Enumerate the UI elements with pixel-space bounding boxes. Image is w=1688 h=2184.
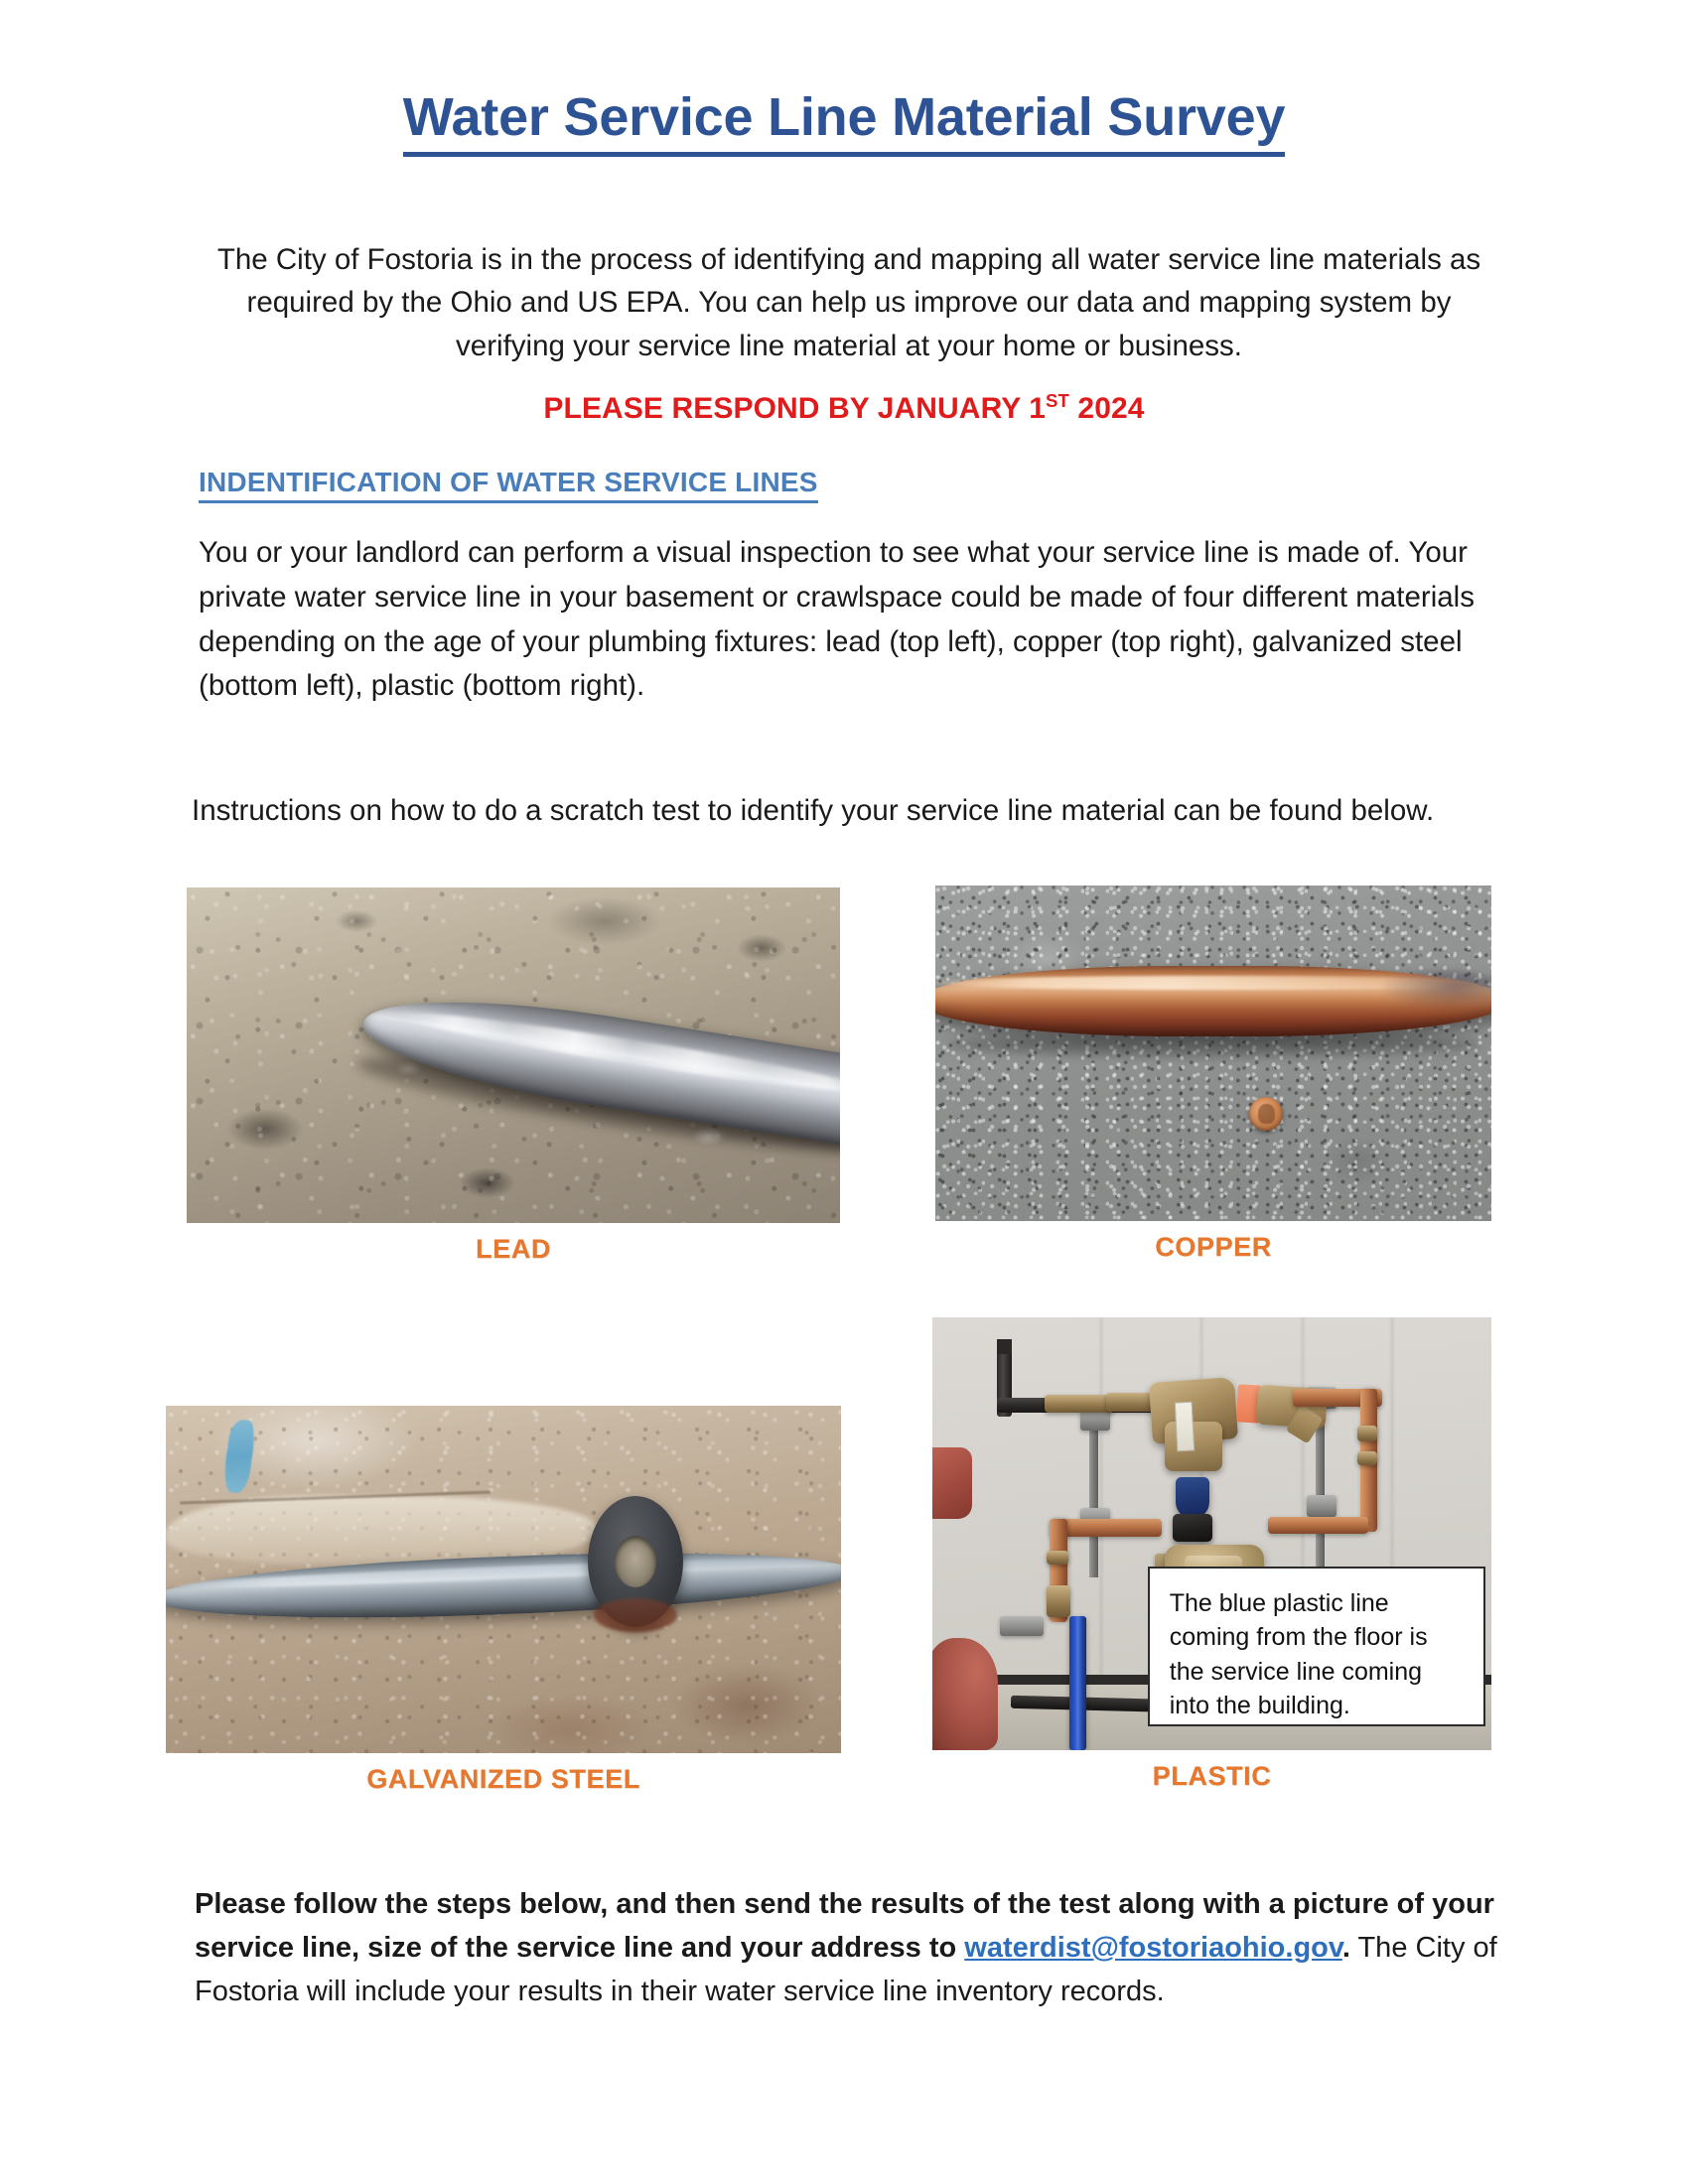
footer-bold-lead: Please follow the steps below, and then send the results of the test along with a picture of your service line, size of the service line and your address to — [195, 1888, 1494, 1965]
photo-galvanized-pipe — [166, 1406, 841, 1753]
photo-copper-pipe — [935, 886, 1491, 1221]
footer-bold-period: . — [1341, 1932, 1350, 1965]
body-paragraph-identification: You or your landlord can perform a visual inspection to see what your service line is made of. Your private water service line in your basement or crawlspace could be made of four different materials depending on the age of your plumbing fixtures: lead (top left), copper (top right), galvanized steel (bottom left), plastic (bottom right). — [199, 536, 1475, 703]
copper-pipe-shadow — [946, 1033, 1480, 1057]
brass-coupling-right — [1357, 1426, 1377, 1441]
figure-copper — [935, 886, 1491, 1263]
brass-coupling-right-lower — [1357, 1451, 1377, 1465]
figure-caption-plastic: PLASTIC — [1152, 1761, 1272, 1791]
figure-caption-lead: LEAD — [476, 1234, 551, 1264]
section-heading-identification — [199, 467, 818, 498]
red-hydrant — [932, 1638, 998, 1750]
figure-galvanized-steel — [166, 1406, 841, 1795]
black-pipe-elbow — [997, 1339, 1012, 1354]
intro-paragraph: The City of Fostoria is in the process of identifying and mapping all water service line materials as required by the Ohio and US EPA. You can help us improve our data and mapping system by verifying your service line material at your home or business. — [216, 243, 1481, 362]
black-valve-body — [1173, 1514, 1212, 1542]
brass-fitting-upper-left — [1045, 1395, 1114, 1413]
wall-streak — [1100, 1317, 1102, 1681]
photo-lead-pipe — [187, 887, 840, 1223]
page-title-text: Water Service Line Material Survey — [403, 87, 1286, 157]
pipe-coupling — [588, 1496, 683, 1627]
respond-by-prefix: PLEASE RESPOND BY JANUARY 1 — [543, 392, 1047, 425]
blue-plastic-service-line — [1069, 1616, 1086, 1750]
callout-textbox: The blue plastic line coming from the floor is the service line coming into the building. — [1148, 1567, 1486, 1726]
figure-lead — [187, 887, 840, 1265]
email-link[interactable]: waterdist@fostoriaohio.gov — [964, 1932, 1342, 1965]
photo-plastic-service-line — [932, 1317, 1491, 1750]
body-paragraph-scratch-test: Instructions on how to do a scratch test to identify your service line material can be found below. — [192, 794, 1435, 827]
footer-normal-text: The City of Fostoria will include your results in their water service line inventory records. — [195, 1932, 1497, 2008]
copper-pipe-mid-right — [1268, 1517, 1368, 1534]
floor-bracket — [1000, 1616, 1044, 1636]
pipe-clamp — [1307, 1495, 1336, 1517]
brass-coupling-left — [1047, 1551, 1068, 1565]
figure-plastic — [932, 1317, 1491, 1792]
equipment-tag — [1175, 1402, 1196, 1452]
copper-pipe — [935, 966, 1491, 1036]
blue-gate-valve — [1176, 1477, 1209, 1519]
page-title — [0, 89, 1688, 146]
footer-instructions — [195, 1882, 1505, 2013]
red-equipment-box — [932, 1447, 972, 1519]
section-heading-text: INDENTIFICATION OF WATER SERVICE LINES — [199, 467, 818, 503]
respond-by-superscript: ST — [1046, 390, 1069, 411]
figure-caption-galvanized-steel: GALVANIZED STEEL — [366, 1764, 640, 1794]
brass-adapter-left — [1047, 1585, 1070, 1617]
respond-by-deadline — [0, 392, 1688, 426]
strut-channel — [1089, 1413, 1098, 1577]
figure-caption-copper: COPPER — [1155, 1232, 1272, 1262]
respond-by-suffix: 2024 — [1069, 392, 1145, 425]
